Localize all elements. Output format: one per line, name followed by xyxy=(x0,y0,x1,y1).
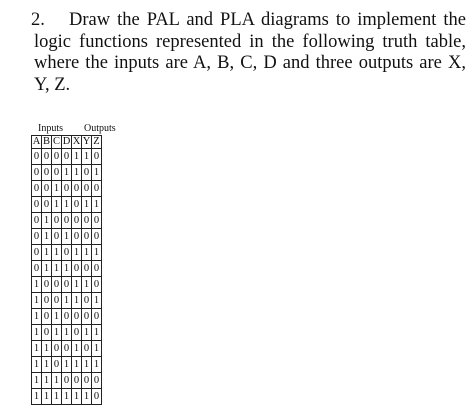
cell-a: 1 xyxy=(32,389,42,405)
cell-d: 0 xyxy=(62,341,72,357)
cell-c: 1 xyxy=(52,245,62,261)
question-line-1-text: Draw the PAL and PLA diagrams to implement the xyxy=(69,10,466,30)
table-row xyxy=(32,277,102,293)
cell-c: 0 xyxy=(52,357,62,373)
question-line-4: Y, Z. xyxy=(34,74,71,95)
table-row xyxy=(32,341,102,357)
cell-a: 0 xyxy=(32,261,42,277)
table-row xyxy=(32,373,102,389)
cell-d: 0 xyxy=(62,245,72,261)
question-line-3: where the inputs are A, B, C, D and three outputs are X, xyxy=(34,53,466,73)
cell-y: 1 xyxy=(82,277,92,293)
cell-a: 0 xyxy=(32,181,42,197)
cell-c: 1 xyxy=(52,181,62,197)
cell-x: 1 xyxy=(72,293,82,309)
table-row xyxy=(32,293,102,309)
cell-x: 1 xyxy=(72,277,82,293)
cell-c: 0 xyxy=(52,341,62,357)
cell-x: 0 xyxy=(72,181,82,197)
cell-y: 0 xyxy=(82,165,92,181)
cell-c: 0 xyxy=(52,149,62,165)
cell-b: 1 xyxy=(42,357,52,373)
cell-d: 1 xyxy=(62,165,72,181)
cell-d: 1 xyxy=(62,261,72,277)
cell-c: 1 xyxy=(52,389,62,405)
cell-b: 1 xyxy=(42,213,52,229)
cell-x: 0 xyxy=(72,197,82,213)
cell-y: 1 xyxy=(82,197,92,213)
cell-d: 1 xyxy=(62,229,72,245)
cell-b: 0 xyxy=(42,325,52,341)
cell-a: 1 xyxy=(32,373,42,389)
table-row xyxy=(32,181,102,197)
cell-x: 0 xyxy=(72,229,82,245)
cell-z: 0 xyxy=(92,309,102,325)
cell-c: 0 xyxy=(52,165,62,181)
cell-x: 1 xyxy=(72,389,82,405)
cell-z: 1 xyxy=(92,197,102,213)
cell-y: 1 xyxy=(82,357,92,373)
cell-d: 0 xyxy=(62,277,72,293)
cell-z: 0 xyxy=(92,181,102,197)
cell-y: 0 xyxy=(82,309,92,325)
cell-y: 0 xyxy=(82,229,92,245)
cell-c: 1 xyxy=(52,373,62,389)
table-row xyxy=(32,325,102,341)
outputs-label: Outputs xyxy=(84,123,116,134)
header-a: A xyxy=(32,136,41,147)
cell-d: 0 xyxy=(62,149,72,165)
cell-c: 0 xyxy=(52,277,62,293)
cell-b: 1 xyxy=(42,229,52,245)
truth-table-body xyxy=(32,149,102,405)
cell-a: 1 xyxy=(32,293,42,309)
cell-z: 1 xyxy=(92,357,102,373)
table-row xyxy=(32,309,102,325)
cell-a: 0 xyxy=(32,197,42,213)
cell-x: 0 xyxy=(72,213,82,229)
cell-z: 1 xyxy=(92,165,102,181)
header-c: C xyxy=(52,136,60,147)
cell-b: 0 xyxy=(42,181,52,197)
cell-x: 1 xyxy=(72,149,82,165)
table-row xyxy=(32,389,102,405)
cell-d: 1 xyxy=(62,325,72,341)
cell-z: 0 xyxy=(92,277,102,293)
table-row xyxy=(32,245,102,261)
question-text xyxy=(31,10,466,96)
cell-y: 0 xyxy=(82,293,92,309)
cell-z: 0 xyxy=(92,261,102,277)
cell-x: 0 xyxy=(72,373,82,389)
cell-y: 1 xyxy=(82,389,92,405)
cell-a: 1 xyxy=(32,277,42,293)
cell-y: 0 xyxy=(82,373,92,389)
cell-x: 0 xyxy=(72,261,82,277)
cell-y: 0 xyxy=(82,341,92,357)
header-b: B xyxy=(42,136,50,147)
table-row xyxy=(32,261,102,277)
table-row xyxy=(32,357,102,373)
cell-z: 1 xyxy=(92,245,102,261)
cell-d: 1 xyxy=(62,389,72,405)
cell-c: 1 xyxy=(52,309,62,325)
cell-z: 1 xyxy=(92,341,102,357)
cell-z: 1 xyxy=(92,325,102,341)
table-row xyxy=(32,213,102,229)
cell-a: 0 xyxy=(32,165,42,181)
cell-b: 0 xyxy=(42,293,52,309)
table-row xyxy=(32,165,102,181)
cell-d: 0 xyxy=(62,181,72,197)
cell-c: 1 xyxy=(52,197,62,213)
table-row xyxy=(32,197,102,213)
header-y: Y xyxy=(82,136,91,147)
cell-a: 0 xyxy=(32,213,42,229)
cell-z: 1 xyxy=(92,293,102,309)
question-line-1 xyxy=(31,10,466,32)
cell-b: 0 xyxy=(42,309,52,325)
cell-b: 1 xyxy=(42,245,52,261)
cell-d: 1 xyxy=(62,293,72,309)
cell-a: 0 xyxy=(32,229,42,245)
cell-b: 1 xyxy=(42,373,52,389)
cell-y: 0 xyxy=(82,261,92,277)
header-z: Z xyxy=(93,136,100,147)
cell-y: 0 xyxy=(82,213,92,229)
cell-c: 0 xyxy=(52,293,62,309)
table-row xyxy=(32,149,102,165)
cell-b: 1 xyxy=(42,389,52,405)
cell-x: 1 xyxy=(72,245,82,261)
cell-z: 0 xyxy=(92,389,102,405)
table-row xyxy=(32,229,102,245)
cell-z: 0 xyxy=(92,149,102,165)
cell-c: 1 xyxy=(52,261,62,277)
cell-b: 0 xyxy=(42,165,52,181)
inputs-label: Inputs xyxy=(38,123,63,134)
cell-b: 0 xyxy=(42,149,52,165)
cell-d: 1 xyxy=(62,197,72,213)
cell-z: 0 xyxy=(92,373,102,389)
cell-d: 0 xyxy=(62,373,72,389)
truth-table xyxy=(31,135,102,405)
cell-y: 1 xyxy=(82,245,92,261)
cell-y: 0 xyxy=(82,181,92,197)
header-x: X xyxy=(72,136,81,147)
cell-z: 0 xyxy=(92,213,102,229)
cell-c: 0 xyxy=(52,229,62,245)
cell-b: 1 xyxy=(42,261,52,277)
cell-y: 1 xyxy=(82,149,92,165)
cell-a: 1 xyxy=(32,325,42,341)
header-d: D xyxy=(62,136,71,147)
question-number: 2. xyxy=(31,10,45,30)
cell-c: 0 xyxy=(52,213,62,229)
cell-z: 0 xyxy=(92,229,102,245)
cell-d: 1 xyxy=(62,357,72,373)
cell-a: 0 xyxy=(32,149,42,165)
cell-x: 0 xyxy=(72,309,82,325)
truth-table-header-row xyxy=(32,136,102,149)
cell-b: 0 xyxy=(42,277,52,293)
cell-x: 1 xyxy=(72,165,82,181)
cell-b: 1 xyxy=(42,341,52,357)
cell-a: 1 xyxy=(32,309,42,325)
cell-a: 1 xyxy=(32,341,42,357)
cell-d: 0 xyxy=(62,309,72,325)
cell-a: 0 xyxy=(32,245,42,261)
cell-x: 1 xyxy=(72,341,82,357)
cell-y: 1 xyxy=(82,325,92,341)
cell-c: 1 xyxy=(52,325,62,341)
cell-b: 0 xyxy=(42,197,52,213)
question-line-2: logic functions represented in the following truth table, xyxy=(34,31,466,52)
cell-x: 1 xyxy=(72,357,82,373)
cell-x: 0 xyxy=(72,325,82,341)
cell-a: 1 xyxy=(32,357,42,373)
cell-d: 0 xyxy=(62,213,72,229)
